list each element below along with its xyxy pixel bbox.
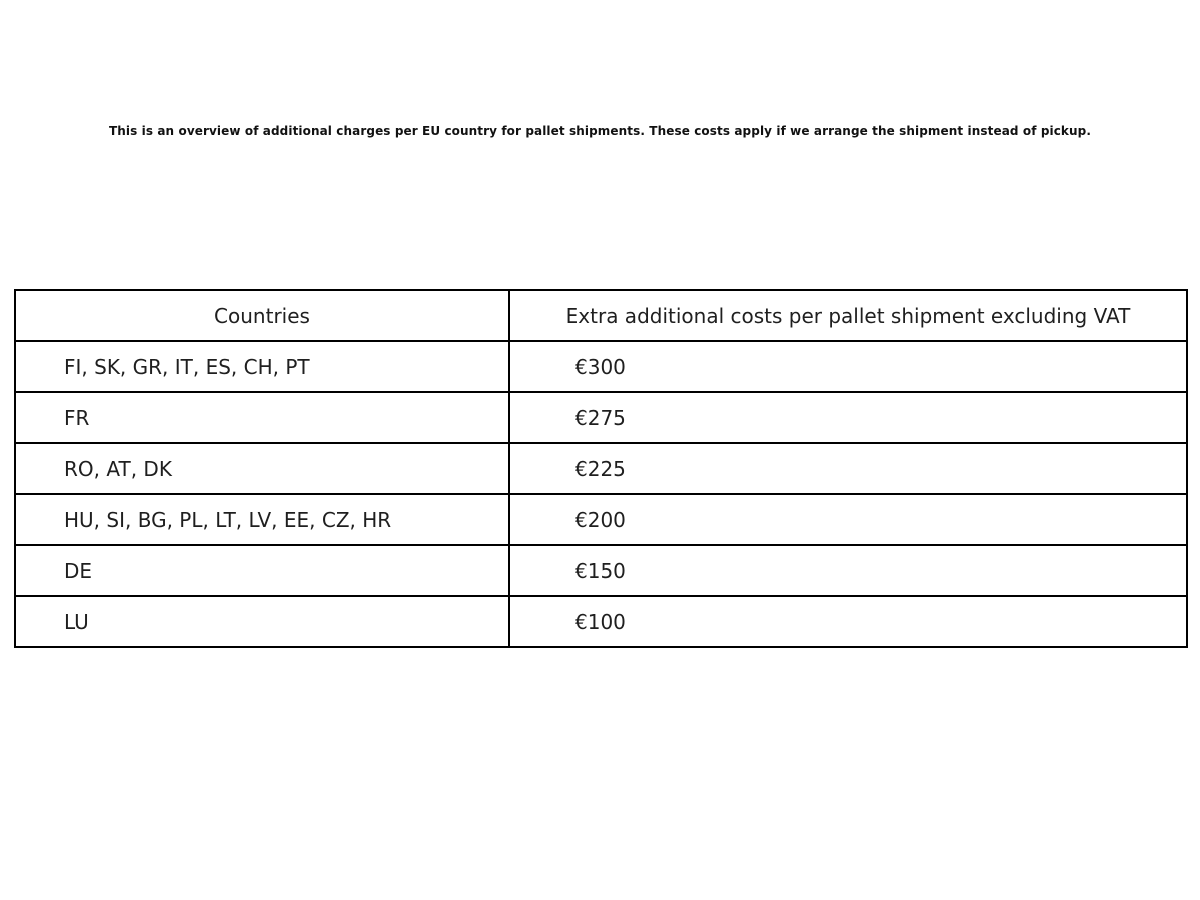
countries-cell: LU [15, 596, 509, 647]
table-row [15, 596, 1187, 647]
table-row [15, 545, 1187, 596]
column-header-countries: Countries [15, 290, 509, 341]
cost-cell: €200 [509, 494, 1187, 545]
intro-text: This is an overview of additional charges per EU country for pallet shipments. These costs apply if we arrange the shipment instead of pickup. [108, 124, 1092, 138]
countries-cell: HU, SI, BG, PL, LT, LV, EE, CZ, HR [15, 494, 509, 545]
column-header-costs: Extra additional costs per pallet shipment excluding VAT [509, 290, 1187, 341]
cost-cell: €150 [509, 545, 1187, 596]
cost-cell: €225 [509, 443, 1187, 494]
cost-cell: €300 [509, 341, 1187, 392]
table-row [15, 392, 1187, 443]
countries-cell: DE [15, 545, 509, 596]
countries-cell: FI, SK, GR, IT, ES, CH, PT [15, 341, 509, 392]
countries-cell: FR [15, 392, 509, 443]
table-row [15, 494, 1187, 545]
table-row [15, 341, 1187, 392]
table-header-row [15, 290, 1187, 341]
cost-cell: €100 [509, 596, 1187, 647]
charges-table [14, 289, 1188, 648]
cost-cell: €275 [509, 392, 1187, 443]
table-row [15, 443, 1187, 494]
countries-cell: RO, AT, DK [15, 443, 509, 494]
